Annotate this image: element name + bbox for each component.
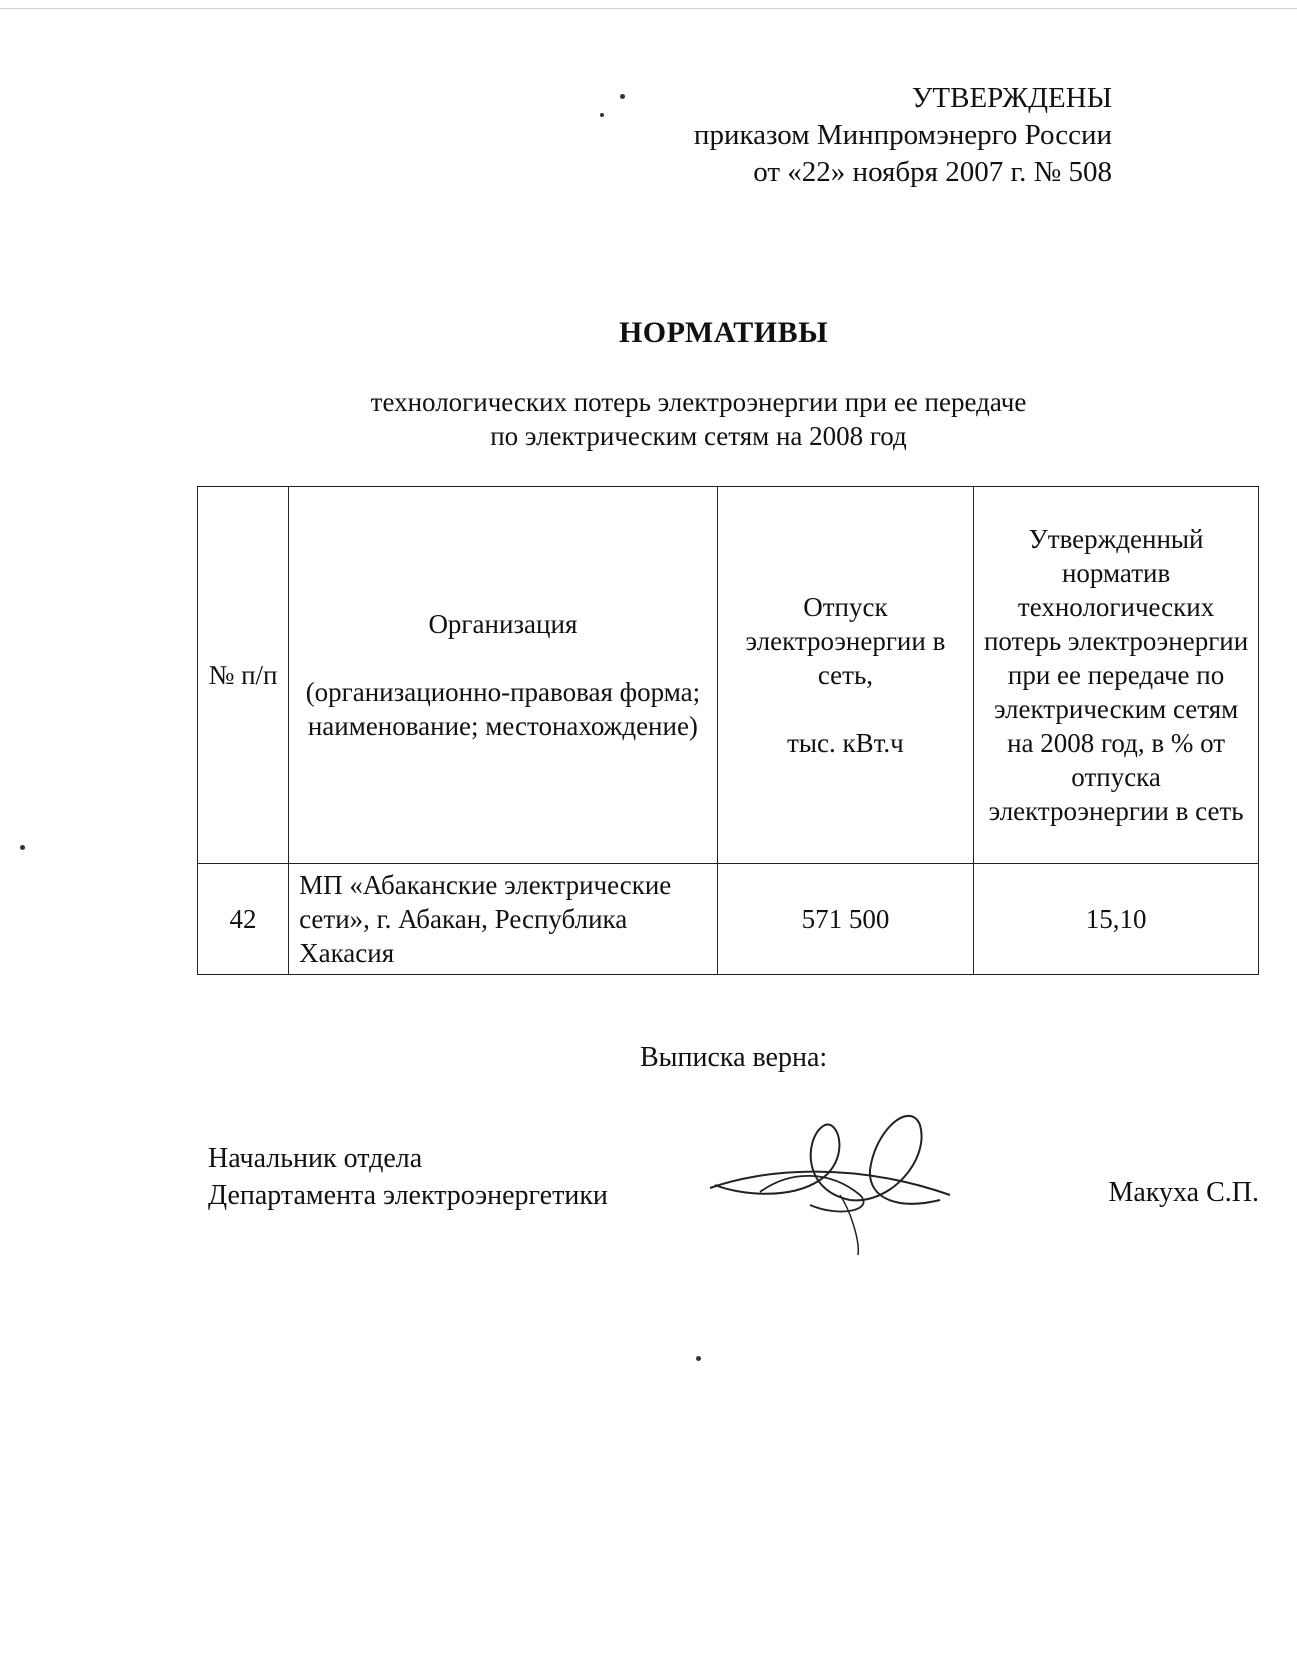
approval-stamp: [694, 80, 1112, 191]
approval-title: УТВЕРЖДЕНЫ: [911, 82, 1112, 114]
signer-position: [208, 1140, 608, 1214]
header-org-detail: (организационно-правовая форма; наименование; местонахождение): [305, 677, 701, 741]
position-line-2: Департамента электроэнергетики: [208, 1180, 608, 1211]
approval-date: от «22» ноября 2007 г. № 508: [753, 156, 1112, 188]
cell-supply: 571 500: [717, 864, 973, 975]
header-supply-title: Отпуск электроэнергии в сеть,: [745, 592, 946, 690]
scan-speck: [600, 113, 604, 117]
cell-num: 42: [198, 864, 289, 975]
header-supply-unit: тыс. кВт.ч: [787, 728, 904, 758]
cell-organization: МП «Абаканские электрические сети», г. Абакан, Республика Хакасия: [289, 864, 718, 975]
header-supply: [717, 487, 973, 864]
header-num: № п/п: [198, 487, 289, 864]
position-line-1: Начальник отдела: [208, 1143, 423, 1174]
scan-speck: [20, 845, 25, 850]
table-row: [198, 864, 1259, 975]
header-org-title: Организация: [428, 609, 578, 639]
header-organization: [289, 487, 718, 864]
document-title: НОРМАТИВЫ: [618, 316, 829, 349]
norms-table: [197, 486, 1259, 975]
subtitle-line-2: по электрическим сетям на 2008 год: [490, 421, 907, 451]
page-top-edge: [0, 8, 1297, 9]
signature-icon: [700, 1100, 1000, 1260]
signer-name: Макуха С.П.: [1108, 1177, 1259, 1208]
extract-certification: Выписка верна:: [640, 1042, 828, 1073]
approval-order: приказом Минпромэнерго России: [693, 119, 1112, 151]
table-header-row: [198, 487, 1259, 864]
cell-norm: 15,10: [974, 864, 1259, 975]
document-subtitle: [0, 385, 1297, 453]
subtitle-line-1: технологических потерь электроэнергии при ее передаче: [370, 387, 1027, 417]
header-norm: Утвержденный норматив технологических потерь электроэнергии при ее передаче по электрическим сетям на 2008 год, в % от отпуска электроэнергии в сеть: [974, 487, 1259, 864]
scan-speck: [696, 1356, 701, 1361]
scan-speck: [620, 94, 625, 99]
